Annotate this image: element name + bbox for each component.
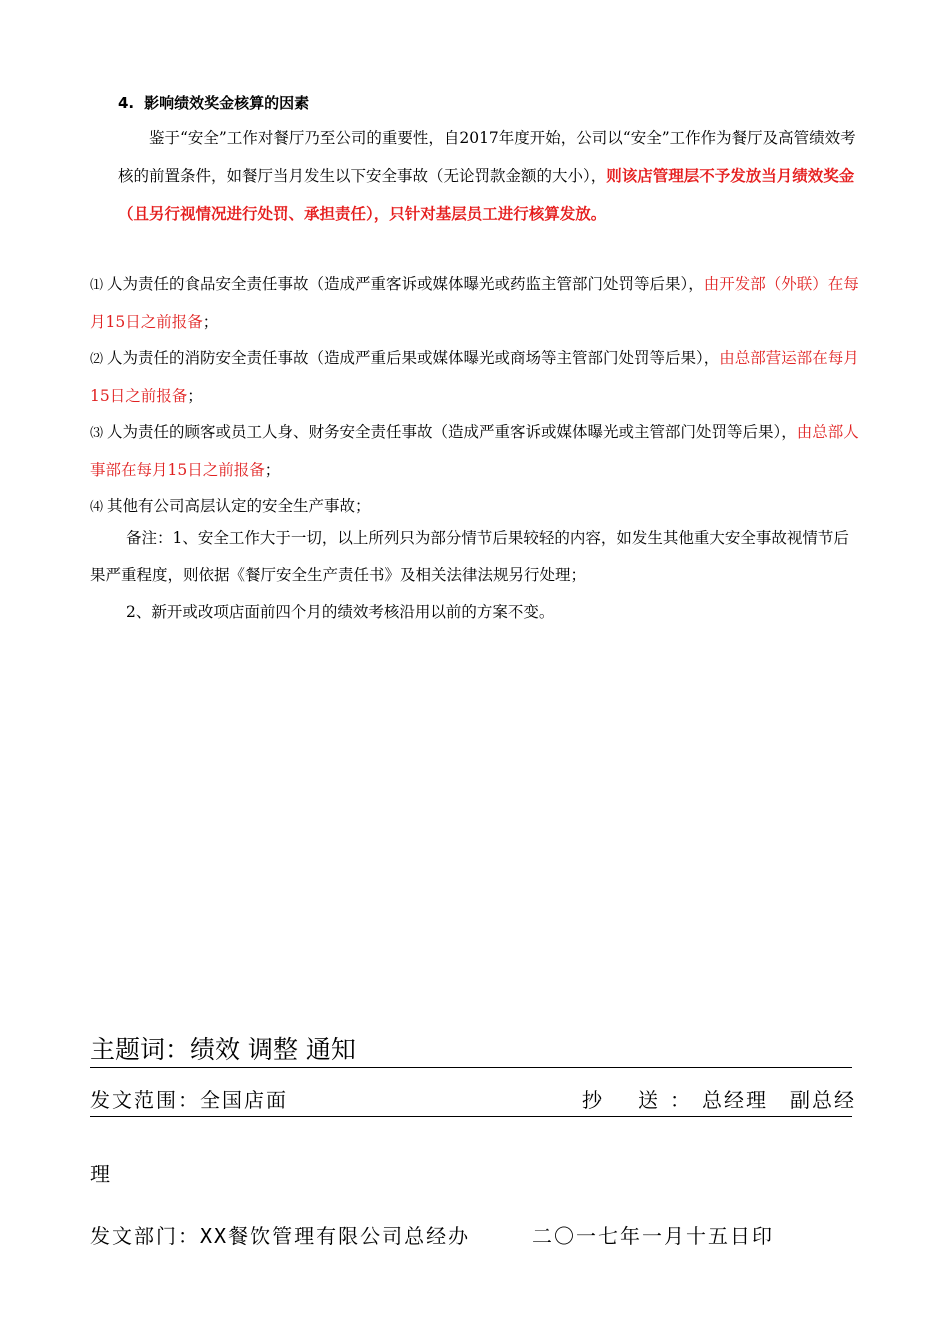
section-number: 4.	[118, 94, 135, 112]
intro-text: 鉴于“安全”工作对餐厅乃至公司的重要性，自2017年度开始，公司以“安全”工作作为餐厅及高管绩效考核的前置条件，如餐厅当月发生以下安全事故（无论罚款金额的大小），	[118, 129, 856, 185]
item-responsible: 由总部人事部在每月15日之前报备	[90, 423, 859, 479]
notes-section	[90, 520, 863, 631]
list-item	[90, 340, 863, 414]
item-number: ⑶	[90, 426, 104, 441]
list-item	[90, 266, 863, 340]
keywords-line: 主题词：绩效 调整 通知	[90, 1035, 356, 1064]
item-end: ；	[187, 387, 203, 405]
cc-overflow: 理	[90, 1162, 110, 1186]
cc-block	[582, 1084, 856, 1113]
intro-emphasis: 则该店管理层不予发放当月绩效奖金（且另行视情况进行处罚、承担责任），只针对基层员工进行核算发放。	[118, 166, 855, 223]
section-title: 影响绩效奖金核算的因素	[144, 94, 310, 112]
divider-top	[90, 1067, 852, 1068]
item-number: ⑵	[90, 352, 104, 367]
note-2: 2、新开或改项店面前四个月的绩效考核沿用以前的方案不变。	[126, 603, 555, 621]
incident-list	[90, 266, 863, 526]
issuer-row	[90, 1220, 852, 1249]
item-responsible: 由开发部（外联）在每月15日之前报备	[90, 275, 859, 331]
item-text: 人为责任的食品安全责任事故（造成严重客诉或媒体曝光或药监主管部门处罚等后果），	[107, 275, 704, 293]
item-end: ；	[202, 313, 219, 331]
note-1: 备注：1、安全工作大于一切，以上所列只为部分情节后果较轻的内容，如发生其他重大安全事故视情节后果严重程度，则依据《餐厅安全生产责任书》及相关法律法规另行处理；	[90, 529, 849, 584]
item-number: ⑴	[90, 278, 104, 293]
intro-paragraph	[118, 120, 863, 233]
section-heading	[118, 92, 309, 113]
issuer-department: 发文部门：XX餐饮管理有限公司总经办	[90, 1224, 471, 1248]
distribution-scope: 发文范围：全国店面	[90, 1088, 288, 1112]
cc-value: 总经理 副总经	[702, 1088, 857, 1112]
item-text: 人为责任的顾客或员工人身、财务安全责任事故（造成严重客诉或媒体曝光或主管部门处罚等后果），	[107, 423, 797, 441]
item-end: ；	[264, 461, 281, 479]
divider-bottom	[90, 1116, 852, 1117]
list-item	[90, 414, 863, 488]
distribution-row	[90, 1084, 857, 1113]
issue-date: 二〇一七年一月十五日印	[532, 1224, 774, 1248]
item-text: 其他有公司高层认定的安全生产事故；	[107, 497, 371, 515]
item-responsible: 由总部营运部在每月15日之前报备	[90, 349, 859, 405]
item-text: 人为责任的消防安全责任事故（造成严重后果或媒体曝光或商场等主管部门处罚等后果），	[107, 349, 720, 367]
cc-label: 抄 送：	[582, 1088, 703, 1112]
item-number: ⑷	[90, 500, 104, 515]
